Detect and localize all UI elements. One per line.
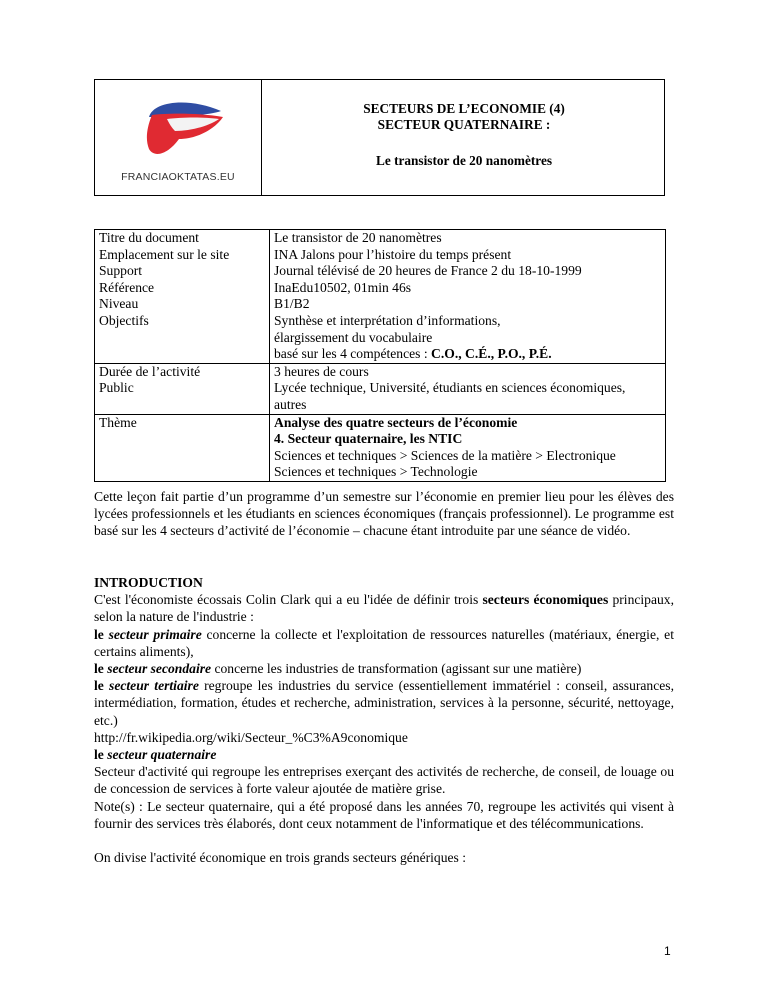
introduction-heading: INTRODUCTION xyxy=(94,575,203,590)
divise-text: On divise l'activité économique en trois grands secteurs génériques : xyxy=(94,850,467,866)
secondaire-text: concerne les industries de transformation (agissant sur une matière) xyxy=(211,661,582,677)
le-word: le xyxy=(94,661,108,677)
value-reference: InaEdu10502, 01min 46s xyxy=(274,279,412,295)
value-public: Lycée technique, Université, étudiants en sciences économiques, autres xyxy=(274,380,626,412)
logo-shape-icon xyxy=(119,91,237,171)
clark-text-c: principaux, selon la nature de l'industrie : xyxy=(94,592,674,625)
quaternaire-note: Note(s) : Le secteur quaternaire, qui a été proposé dans les années 70, regroupe les activités qui visent à fournir des services très élaborés, dont ceux notamment de l'informatique et des télécommunications. xyxy=(94,798,674,831)
value-support: Journal télévisé de 20 heures de France 2 du 18-10-1999 xyxy=(274,263,582,279)
label-duree: Durée de l’activité xyxy=(99,363,201,379)
wikipedia-link[interactable]: http://fr.wikipedia.org/wiki/Secteur_%C3%A9conomique xyxy=(94,729,408,745)
table-values-cell xyxy=(270,230,666,364)
clark-text-a: C'est l'économiste écossais Colin Clark qui a eu l'idée de définir trois xyxy=(94,592,483,608)
table-row xyxy=(95,230,666,364)
table-row xyxy=(95,414,666,481)
tertiaire-text: regroupe les industries du service (essentiellement immatériel : conseil, assurances, intermédiation, formation, études et recherche, administration, services à la personne, sécurité, nettoyage, etc.) xyxy=(94,678,674,728)
value-objectifs-1: Synthèse et interprétation d’informations, xyxy=(274,312,501,328)
value-objectifs-3 xyxy=(274,346,661,363)
intro-text: Cette leçon fait partie d’un programme d’un semestre sur l’économie en premier lieu pour les élèves des lycées professionnels et les étudiants en sciences économiques (français professionnel). Le programme est basé sur les 4 secteurs d’activité de l’économie – chacune étant introduite par une séance de vidéo. xyxy=(94,489,674,539)
value-niveau: B1/B2 xyxy=(274,296,310,312)
header-box xyxy=(94,79,665,196)
table-labels-cell xyxy=(95,230,270,364)
blank-line xyxy=(94,832,674,849)
secondaire-item xyxy=(94,660,674,677)
label-niveau: Niveau xyxy=(99,296,139,312)
primaire-text: concerne la collecte et l'exploitation de ressources naturelles (matériaux, énergie, et certains aliments), xyxy=(94,626,674,659)
table-row xyxy=(95,363,666,414)
table-labels-cell xyxy=(95,363,270,414)
quaternaire-definition: Secteur d'activité qui regroupe les entreprises exerçant des activités de recherche, de conseil, de louage ou de concession de services à forte valeur ajoutée de matière grise. xyxy=(94,764,674,797)
value-theme-1: Analyse des quatre secteurs de l’économie xyxy=(274,414,518,430)
document-subtitle: Le transistor de 20 nanomètres xyxy=(375,153,553,168)
header-divider xyxy=(261,80,262,195)
tertiaire-term: secteur tertiaire xyxy=(109,678,199,694)
tertiaire-item xyxy=(94,677,674,729)
page-number: 1 xyxy=(664,944,671,958)
label-public: Public xyxy=(99,380,134,396)
introduction-section xyxy=(94,574,674,866)
value-emplacement: INA Jalons pour l’histoire du temps présent xyxy=(274,246,512,262)
le-word: le xyxy=(94,747,108,763)
value-theme-3: Sciences et techniques > Sciences de la matière > Electronique Sciences et techniques > Technologie xyxy=(274,447,616,480)
le-word: le xyxy=(94,678,110,694)
label-theme: Thème xyxy=(95,414,270,481)
value-theme-2: 4. Secteur quaternaire, les NTIC xyxy=(274,431,463,447)
label-reference: Référence xyxy=(99,279,155,295)
table-values-cell xyxy=(270,414,666,481)
primaire-item xyxy=(94,626,674,660)
secondaire-term: secteur secondaire xyxy=(107,661,212,677)
value-objectifs-2: élargissement du vocabulaire xyxy=(274,329,433,345)
value-titre: Le transistor de 20 nanomètres xyxy=(274,230,442,245)
title-line-1: SECTEURS DE L’ECONOMIE (4) xyxy=(363,101,565,116)
label-emplacement: Emplacement sur le site xyxy=(99,246,230,262)
quaternaire-term: secteur quaternaire xyxy=(107,747,217,763)
value-objectifs-3a: basé sur les 4 compétences : xyxy=(274,346,432,362)
intro-paragraph xyxy=(94,488,674,540)
intro-clark xyxy=(94,591,674,625)
title-line-2: SECTEUR QUATERNAIRE : xyxy=(377,117,551,132)
label-titre: Titre du document xyxy=(99,230,199,245)
quaternaire-item xyxy=(94,746,674,763)
site-logo[interactable] xyxy=(119,91,237,187)
label-support: Support xyxy=(99,263,143,279)
value-objectifs-3b: C.O., C.É., P.O., P.É. xyxy=(431,346,552,362)
primaire-term: secteur primaire xyxy=(108,626,202,642)
info-table xyxy=(94,229,666,482)
document-title xyxy=(262,101,666,133)
value-duree: 3 heures de cours xyxy=(274,363,369,379)
le-word: le xyxy=(94,626,109,642)
label-objectifs: Objectifs xyxy=(99,312,149,328)
clark-text-b: secteurs économiques xyxy=(482,592,609,608)
logo-text: FRANCIAOKTATAS.EU xyxy=(121,171,235,183)
table-values-cell xyxy=(270,363,666,414)
